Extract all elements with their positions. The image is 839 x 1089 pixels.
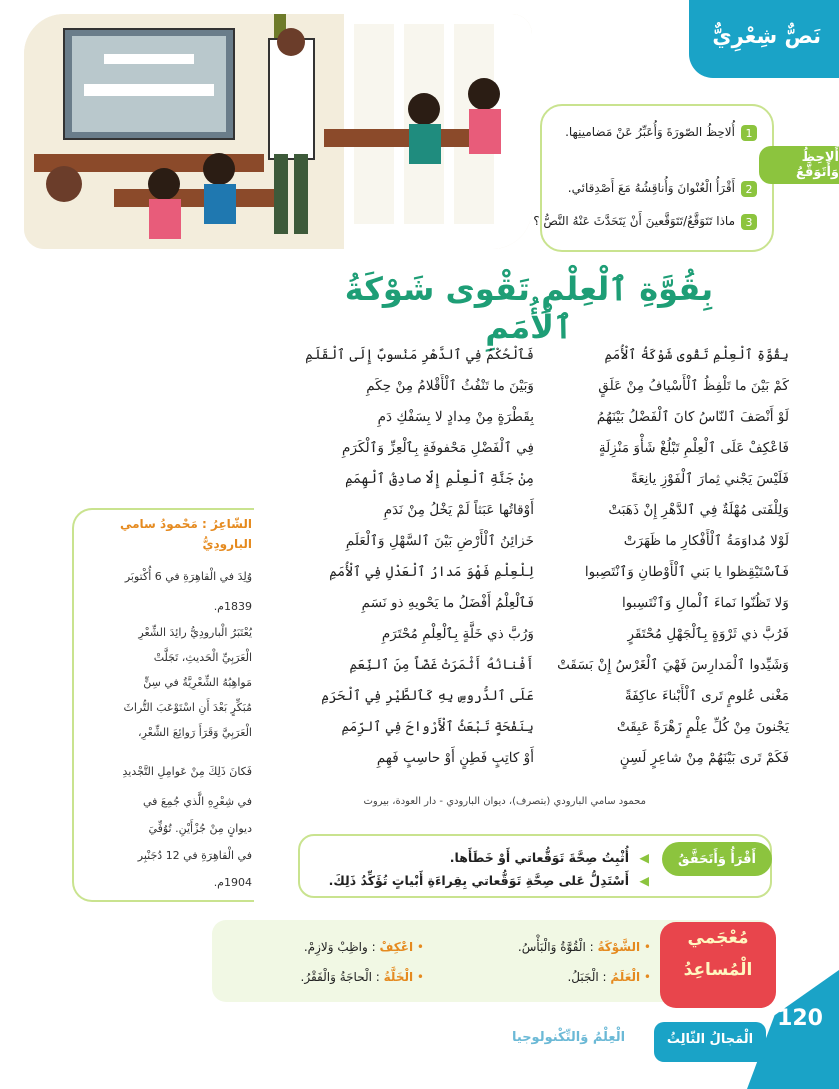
poet-bio-line: الْعَرَبِيِّ الْحَديثِ، تَجَلَّتْ [153, 651, 252, 664]
bullet-icon: • [643, 940, 651, 954]
classroom-illustration [24, 14, 532, 249]
verse-second-half: فَٱلْعِلْمُ أَفْضَلُ ما يَحْويهِ ذو نَسَمِ [361, 595, 534, 611]
verse-second-half: أَفْنانُهُ أَثْمَرَتْ غَضّاً مِنَ ٱلنِّعَمِ [349, 657, 534, 673]
poet-bio-line: ديوانٍ مِنْ جُزْأَيْنِ. تُوُفِّيَ [148, 822, 252, 835]
domain-subtitle: الْعِلْمُ وَالتِّكْنولوجيا [512, 1030, 626, 1045]
dictionary-entry [304, 940, 424, 954]
verify-item [329, 873, 649, 888]
classroom-image [24, 14, 532, 249]
verse-second-half: مِنْ جَنَّةِ ٱلْعِلْمِ إِلّا صادِقُ ٱلْهِمَمِ [345, 471, 534, 487]
question-3 [527, 214, 757, 230]
bullet-icon: • [416, 940, 424, 954]
question-text: ماذا تَتَوَقَّعُ/تَتَوَقَّعينَ أَنْ يَتَحَدَّثَ عَنْهُ النَّصُّ ؟ [533, 214, 735, 228]
poem-source: محمود سامي البارودي (بتصرف)، ديوان البارودي - دار العودة، بيروت [363, 796, 646, 807]
verse-first-half: بِقُوَّةِ ٱلْعِلْمِ تَقْوى شَوْكَةُ ٱلْأُمَمِ [604, 347, 789, 363]
dictionary-term: الشَّوْكَةُ [597, 940, 641, 954]
triangle-bullet-icon: ◀ [639, 850, 649, 865]
verse-first-half: لَوْلا مُداوَمَةُ ٱلْأَفْكارِ ما ظَهَرَتْ [623, 533, 789, 549]
verse-first-half: وَشَيِّدوا ٱلْمَدارِسَ فَهْيَ ٱلْغَرْسُ إِنْ بَسَقَتْ [557, 657, 789, 673]
verse-second-half: لِلْعِلْمِ فَهْوَ مَدارُ ٱلْعَدْلِ فِي ٱلْأُمَمِ [329, 564, 534, 580]
poet-bio-line: الْعَرَبِيَّ وَقَرَأَ رَوائِعَ الشِّعْرِ، [138, 726, 252, 739]
dictionary-definition: : الْحاجَةُ وَالْفَقْرُ. [300, 970, 380, 984]
poet-bio-line: يُعْتَبَرُ الْبارودِيُّ رائِدَ الشِّعْرِ [138, 626, 252, 639]
observe-tab: أَلاحِظُ وَأَتَوَقَّعُ [759, 146, 839, 184]
verse-second-half: فِي ٱلْفَضْلِ مَحْفوفَةٍ بِٱلْعِزِّ وَٱلْكَرَمِ [342, 440, 534, 456]
poet-bio-line: مُبَكِّرٍ بَعْدَ أَنِ اسْتَوْعَبَ التُّراثَ [123, 701, 252, 714]
dictionary-entry [518, 940, 651, 954]
verify-text: أَسْتَدِلُّ عَلى صِحَّةِ تَوَقُّعاتي بِقِراءَةِ أَبْياتٍ تُؤَكِّدُ ذَلِكَ. [328, 873, 630, 888]
page-number: 120 [777, 1006, 823, 1031]
verse-first-half: مَغْنى عُلومٍ تَرى ٱلْأَبْناءَ عاكِفَةً [624, 688, 789, 704]
poet-bio-line: مَواهِبُهُ الشِّعْرِيَّةُ في سِنٍّ [143, 676, 252, 689]
dictionary-title-line1: مُعْجَمي [687, 928, 749, 948]
verse-second-half: فَٱلْحُكْمُ فِي ٱلدَّهْرِ مَنْسوبٌ إِلَى ٱلْقَلَمِ [305, 347, 534, 363]
verse-second-half: وَبَيْنَ ما تَنْفُثُ ٱلْأَقْلامُ مِنْ حِكَمِ [366, 378, 534, 394]
dictionary-definition: : الْجَبَلُ. [567, 970, 607, 984]
verse-first-half: فَاعْكِفْ عَلَى ٱلْعِلْمِ تَبْلُغْ شَأْوَ مَنْزِلَةٍ [598, 440, 789, 456]
dictionary-definition: : واظِبْ وَلازِمْ. [303, 940, 376, 954]
dictionary-entry [301, 970, 424, 984]
poet-bio-line: في شِعْرِهِ الَّذي جُمِعَ في [142, 795, 252, 808]
verse-second-half: أَوْقاتُها عَبَثاً لَمْ يَخْلُ مِنْ نَدَمِ [383, 502, 534, 518]
verse-first-half: فَلَيْسَ يَجْني ثِمارَ ٱلْفَوْزِ يانِعَةً [630, 471, 789, 487]
dictionary-term: الْخَلَّةُ [383, 970, 414, 984]
poet-bio-line: 1839م. [213, 600, 252, 613]
dictionary-entry [567, 970, 651, 984]
poet-bio-line: فَكانَ ذَلِكَ مِنْ عَوامِلِ التَّجْديدِ [122, 765, 252, 778]
verify-tab: أَقْرَأُ وَأَتَحَقَّقُ [662, 842, 772, 876]
verse-first-half: فَرُبَّ ذي ثَرْوَةٍ بِٱلْجَهْلِ مُحْتَقَرٍ [627, 626, 789, 642]
verse-second-half: عَلَى ٱلدُّروسِ بِهِ كَٱلطَّيْرِ فِي ٱلْحَرَمِ [321, 688, 534, 704]
dictionary-definition: : الْقُوَّةُ وَالْبَأْسُ. [517, 940, 594, 954]
bullet-icon: • [643, 970, 651, 984]
dictionary-term: اعْكِفْ [379, 940, 414, 954]
verse-first-half: وَلا تَظُنّوا نَماءَ ٱلْمالِ وَٱنْتَسِبوا [621, 595, 789, 611]
dictionary-title-line2: الْمُساعِدُ [683, 960, 753, 980]
question-number: 1 [741, 125, 757, 141]
poet-bio-line: في الْقاهِرَةِ في 12 دُجَنْبِر [137, 849, 252, 862]
verse-first-half: يَجْنونَ مِنْ كُلِّ عِلْمٍ زَهْرَةً عَبِقَتْ [616, 719, 789, 735]
question-1 [527, 125, 757, 141]
dictionary-term: الْعَلَمُ [610, 970, 641, 984]
verse-second-half: أَوْ كاتِبٍ فَطِنٍ أَوْ حاسِبٍ فَهِمِ [376, 750, 534, 766]
verse-second-half: بِقَطْرَةٍ مِنْ مِدادٍ لا بِسَفْكِ دَمِ [377, 409, 534, 425]
verse-first-half: لَوْ أَنْصَفَ ٱلنّاسُ كانَ ٱلْفَضْلُ بَيْنَهُمُ [596, 409, 789, 425]
bullet-icon: • [416, 970, 424, 984]
poet-heading: الشّاعِرُ : مَحْمودُ سامي البارودِيُّ [119, 517, 252, 551]
poet-bio-line: 1904م. [213, 876, 252, 889]
question-2 [527, 181, 757, 197]
verse-first-half: وَلِلْفَتى مُهْلَةٌ فِي ٱلدَّهْرِ إِنْ ذَهَبَتْ [608, 502, 789, 518]
verify-item [450, 850, 649, 865]
verse-first-half: فَٱسْتَيْقِظوا يا بَني ٱلْأَوْطانِ وَٱنْتَصِبوا [584, 564, 789, 580]
verse-first-half: فَكَمْ تَرى بَيْنَهُمْ مِنْ شاعِرٍ لَسِنٍ [619, 750, 789, 766]
question-text: أُلاحِظُ الصّورَةَ وَأُعَبِّرُ عَنْ مَضامينِها. [565, 125, 735, 139]
verse-second-half: خَزائِنُ ٱلْأَرْضِ بَيْنَ ٱلسَّهْلِ وَٱلْعَلَمِ [345, 533, 534, 549]
poet-bio-line: وُلِدَ في الْقاهِرَةِ في 6 أُكْتوبَر [124, 570, 252, 583]
poem-title: بِقُوَّةِ ٱلْعِلْمِ تَقْوى شَوْكَةُ ٱلْأُمَمِ [344, 270, 714, 346]
verse-first-half: كَمْ بَيْنَ ما تَلْفِظُ ٱلْأَسْيافُ مِنْ عَلَقٍ [598, 378, 789, 394]
triangle-bullet-icon: ◀ [639, 873, 649, 888]
question-number: 2 [741, 181, 757, 197]
question-text: أَقْرَأُ الْعُنْوانَ وَأُناقِشُهُ مَعَ أَصْدِقائي. [567, 181, 735, 195]
verify-text: أُثْبِتُ صِحَّةَ تَوَقُّعاتي أَوْ خَطَأَها. [449, 850, 630, 865]
domain-label: الْمَجالُ الثّالِثُ [666, 1032, 754, 1047]
verse-second-half: بِنَفْحَةٍ تَبْعَثُ ٱلْأَرْواحَ فِي ٱلرِّمَمِ [341, 719, 534, 735]
question-number: 3 [741, 214, 757, 230]
section-label: نَصٌّ شِعْرِيٌّ [712, 24, 821, 48]
verse-second-half: وَرُبَّ ذي خَلَّةٍ بِٱلْعِلْمِ مُحْتَرَمِ [381, 626, 534, 642]
